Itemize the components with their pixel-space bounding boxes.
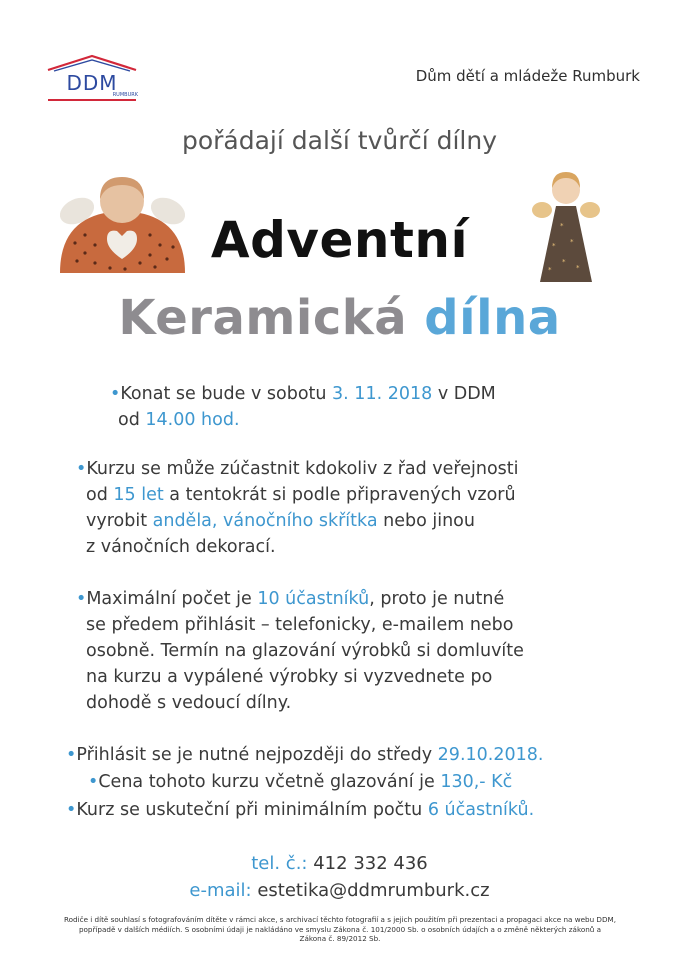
- event-date: 3. 11. 2018: [332, 384, 433, 404]
- p1-text-a: Konat se bude v sobotu: [120, 384, 333, 404]
- title-keramicka-dilna: [0, 290, 679, 346]
- email-label: e-mail:: [189, 880, 252, 901]
- paragraph-price: •Cena tohoto kurzu včetně glazování je 130,- Kč: [88, 772, 513, 792]
- p3-text-c: se předem přihlásit – telefonicky, e-mailem nebo: [86, 615, 514, 635]
- title-dilna: dílna: [424, 290, 561, 346]
- title-adventni: Adventní: [210, 211, 469, 269]
- price-text: Cena tohoto kurzu včetně glazování je: [98, 772, 441, 792]
- p3-text-e: na kurzu a vypálené výrobky si vyzvednete po: [86, 667, 493, 687]
- minimum-value: 6 účastníků.: [427, 800, 535, 820]
- email-address[interactable]: estetika@ddmrumburk.cz: [257, 880, 490, 901]
- organization-name: Dům dětí a mládeže Rumburk: [415, 67, 640, 85]
- deadline-text: Přihlásit se je nutné nejpozději do středy: [76, 745, 438, 765]
- svg-text:*: *: [560, 222, 564, 230]
- contact-phone: [0, 853, 679, 874]
- phone-label: tel. č.:: [251, 853, 308, 874]
- footer-line-3: Zákona č. 89/2012 Sb.: [299, 934, 381, 943]
- logo-subtext: RUMBURK: [112, 92, 138, 98]
- p3-text-d: osobně. Termín na glazování výrobků si domluvíte: [86, 641, 524, 661]
- logo-text: DDM: [66, 71, 118, 95]
- svg-text:*: *: [570, 238, 574, 246]
- ddm-logo: [44, 54, 140, 106]
- svg-text:*: *: [576, 264, 580, 272]
- p1-text-b: v DDM: [432, 384, 496, 404]
- footer-line-1: Rodiče i dítě souhlasí s fotografováním dítěte v rámci akce, s archivací těchto fotografií a s jejich použitím při prezentaci a propagaci akce na webu DDM,: [63, 915, 616, 924]
- p2-text-d: vyrobit: [86, 511, 153, 531]
- deadline-date: 29.10.2018.: [437, 745, 544, 765]
- footer-disclaimer: [20, 915, 660, 944]
- phone-number[interactable]: 412 332 436: [313, 853, 428, 874]
- p2-text-a: Kurzu se může zúčastnit kdokoliv z řad veřejnosti: [86, 459, 519, 479]
- svg-text:*: *: [548, 266, 552, 274]
- contact-email: [0, 880, 679, 901]
- p3-text-b: , proto je nutné: [369, 589, 505, 609]
- svg-text:*: *: [552, 242, 556, 250]
- p2-text-f: z vánočních dekorací.: [86, 537, 276, 557]
- footer-line-2: popřípadě v dalších médiích. S osobními údaji je nakládáno ve smyslu Zákona č. 101/2000 Sb. o osobních údajích a o změně některých zákonů a: [78, 924, 602, 934]
- svg-text:*: *: [562, 258, 566, 266]
- p3-text-a: Maximální počet je: [86, 589, 258, 609]
- paragraph-capacity: •Maximální počet je 10 účastníků, proto je nutné se předem přihlásit – telefonicky, e-mailem nebo osobně. Termín na glazování výrobků si domluvíte na kurzu a vypálené výrobky si vyzvednete po dohodě s vedoucí dílny.: [76, 586, 524, 716]
- p2-text-b: od: [86, 485, 114, 505]
- p2-text-c: a tentokrát si podle připravených vzorů: [163, 485, 516, 505]
- price-value: 130,- Kč: [440, 772, 513, 792]
- title-keramicka: Keramická: [118, 290, 408, 346]
- items-to-make: anděla, vánočního skřítka: [152, 511, 378, 531]
- paragraph-who: •Kurzu se může zúčastnit kdokoliv z řad veřejnosti od 15 let a tentokrát si podle připravených vzorů vyrobit anděla, vánočního skřítka nebo jinou z vánočních dekorací.: [76, 459, 519, 557]
- p3-text-f: dohodě s vedoucí dílny.: [86, 693, 292, 713]
- event-time: 14.00 hod.: [145, 410, 240, 430]
- min-age: 15 let: [113, 485, 164, 505]
- p2-text-e: nebo jinou: [377, 511, 475, 531]
- subtitle: pořádají další tvůrčí dílny: [181, 126, 498, 155]
- p1-text-c: od: [118, 410, 146, 430]
- paragraph-date: •Konat se bude v sobotu 3. 11. 2018 v DDM od 14.00 hod.: [110, 384, 496, 430]
- max-participants: 10 účastníků: [257, 589, 370, 609]
- minimum-text: Kurz se uskuteční při minimálním počtu: [76, 800, 428, 820]
- paragraph-minimum: •Kurz se uskuteční při minimálním počtu 6 účastníků.: [66, 800, 535, 820]
- paragraph-deadline: •Přihlásit se je nutné nejpozději do středy 29.10.2018.: [66, 745, 544, 765]
